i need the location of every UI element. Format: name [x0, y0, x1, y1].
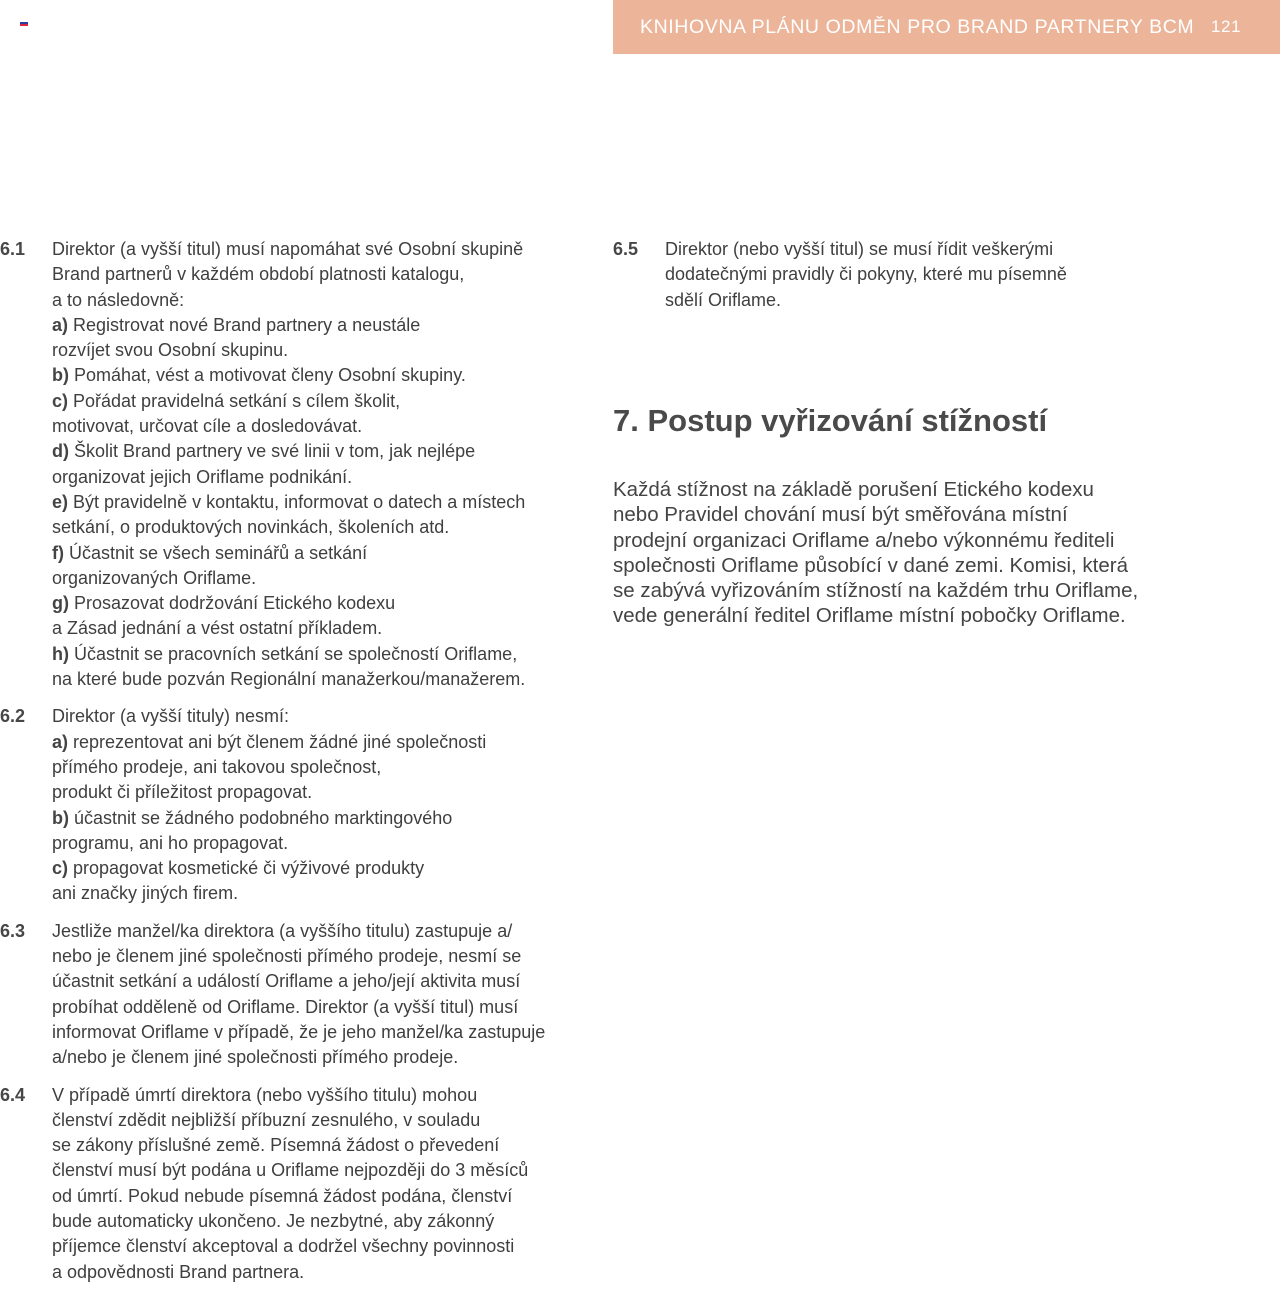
line-text: motivovat, určovat cíle a dosledovávat. — [52, 416, 363, 437]
text-line — [52, 944, 570, 969]
rule-item-6-2 — [0, 704, 570, 906]
section-line: společnosti Oriflame působící v dané zemi. Komisi, která — [613, 553, 1128, 577]
line-text: Brand partnerů v každém období platnosti katalogu, — [52, 264, 465, 285]
text-line — [52, 642, 570, 667]
text-line — [52, 288, 570, 313]
line-text: nebo je členem jiné společnosti přímého prodeje, nesmí se — [52, 946, 522, 967]
line-text: přímého prodeje, ani takovou společnost, — [52, 756, 382, 777]
rule-text — [52, 919, 570, 1071]
list-label: c) — [52, 390, 69, 411]
text-line — [52, 730, 570, 755]
line-text: Registrovat nové Brand partnery a neustále — [68, 314, 421, 335]
line-text: setkání, o produktových novinkách, školeních atd. — [52, 517, 450, 538]
line-text: Pomáhat, vést a motivovat členy Osobní skupiny. — [69, 365, 466, 386]
list-label: b) — [52, 807, 69, 828]
line-text: se zákony příslušné země. Písemná žádost o převedení — [52, 1135, 500, 1156]
line-text: V případě úmrtí direktora (nebo vyššího titulu) mohou — [52, 1084, 478, 1105]
list-label: h) — [52, 643, 69, 664]
text-line — [52, 591, 570, 616]
line-text: Prosazovat dodržování Etického kodexu — [69, 593, 396, 614]
section-heading: 7. Postup vyřizování stížností — [613, 403, 1048, 438]
line-text: produkt či příležitost propagovat. — [52, 782, 313, 803]
section-paragraph — [613, 477, 1138, 629]
section-line: se zabývá vyřizováním stížností na každém trhu Oriflame, — [613, 579, 1139, 603]
line-text: Účastnit se pracovních setkání se společností Oriflame, — [69, 643, 518, 664]
text-line — [52, 515, 570, 540]
line-text: programu, ani ho propagovat. — [52, 832, 289, 853]
rule-number: 6.2 — [0, 706, 26, 727]
line-text: propagovat kosmetické či výživové produkty — [68, 858, 425, 879]
line-text: Direktor (a vyšší titul) musí napomáhat své Osobní skupině — [52, 239, 524, 259]
line-text: na které bude pozván Regionální manažerkou/manažerem. — [52, 669, 526, 690]
rule-text — [52, 704, 570, 906]
list-label: a) — [52, 314, 69, 335]
line-text: členství musí být podána u Oriflame nejpozději do 3 měsíců — [52, 1160, 529, 1181]
rule-number: 6.5 — [613, 239, 639, 259]
text-line — [52, 969, 570, 994]
left-column — [0, 237, 570, 1297]
text-line — [52, 1133, 570, 1158]
line-text: Školit Brand partnery ve své linii v tom, jak nejlépe — [69, 441, 476, 462]
line-text: rozvíjet svou Osobní skupinu. — [52, 340, 289, 361]
text-line — [52, 439, 570, 464]
line-text: Být pravidelně v kontaktu, informovat o datech a místech — [68, 491, 526, 512]
text-line — [52, 1234, 570, 1259]
text-line — [52, 881, 570, 906]
line-text: ani značky jiných firem. — [52, 883, 239, 904]
text-line — [52, 755, 570, 780]
text-line — [52, 856, 570, 881]
text-line — [52, 1020, 570, 1045]
line-text: reprezentovat ani být členem žádné jiné společnosti — [68, 731, 487, 752]
section-line: Každá stížnost na základě porušení Etického kodexu — [613, 478, 1094, 501]
header-title: KNIHOVNA PLÁNU ODMĚN PRO BRAND PARTNERY BCM — [640, 16, 1195, 38]
rule-text — [52, 237, 570, 692]
right-column — [613, 237, 1213, 628]
text-line — [52, 414, 570, 439]
page-number: 121 — [1211, 17, 1242, 36]
text-line — [52, 919, 570, 944]
text-line — [52, 1045, 570, 1070]
list-label: g) — [52, 593, 69, 614]
line-text: organizovaných Oriflame. — [52, 567, 257, 588]
line-text: účastnit setkání a událostí Oriflame a jeho/její aktivita musí — [52, 971, 521, 992]
line-text: Účastnit se všech seminářů a setkání — [64, 542, 368, 563]
text-line — [52, 237, 570, 262]
rule-number: 6.4 — [0, 1084, 26, 1105]
list-label: c) — [52, 858, 69, 879]
rule-text — [52, 1083, 570, 1285]
line-text: organizovat jejich Oriflame podnikání. — [52, 466, 353, 487]
line-text: a/nebo je členem jiné společnosti přímého prodeje. — [52, 1047, 459, 1068]
text-line — [52, 541, 570, 566]
line-text: probíhat odděleně od Oriflame. Direktor (a vyšší titul) musí — [52, 996, 519, 1017]
line-text: a odpovědnosti Brand partnera. — [52, 1261, 305, 1282]
line-text: dodatečnými pravidly či pokyny, které mu písemně — [665, 264, 1067, 285]
list-label: a) — [52, 731, 69, 752]
header-band — [613, 0, 1280, 54]
section-line: nebo Pravidel chování musí být směřována místní — [613, 503, 1068, 527]
list-label: b) — [52, 365, 69, 386]
text-line — [52, 780, 570, 805]
text-line — [665, 288, 1213, 313]
text-line — [52, 1260, 570, 1285]
line-text: a Zásad jednání a vést ostatní příkladem. — [52, 618, 383, 639]
flag-icon — [20, 20, 28, 26]
text-line — [52, 338, 570, 363]
text-line — [665, 237, 1213, 262]
line-text: Jestliže manžel/ka direktora (a vyššího titulu) zastupuje a/ — [52, 920, 513, 941]
line-text: Direktor (nebo vyšší titul) se musí řídit veškerými — [665, 239, 1054, 259]
text-line — [52, 1083, 570, 1108]
text-line — [52, 667, 570, 692]
line-text: příjemce členství akceptoval a dodržel všechny povinnosti — [52, 1236, 515, 1257]
text-line — [52, 389, 570, 414]
text-line — [52, 465, 570, 490]
text-line — [52, 1184, 570, 1209]
rule-number: 6.3 — [0, 920, 26, 941]
section-line: prodejní organizaci Oriflame a/nebo výkonnému řediteli — [613, 528, 1115, 552]
text-line — [52, 313, 570, 338]
rule-number: 6.1 — [0, 239, 26, 259]
rule-item-6-1 — [0, 237, 570, 692]
text-line — [665, 262, 1213, 287]
text-line — [52, 363, 570, 388]
line-text: a to následovně: — [52, 289, 185, 310]
line-text: sdělí Oriflame. — [665, 289, 782, 310]
text-line — [52, 262, 570, 287]
line-text: informovat Oriflame v případě, že je jeho manžel/ka zastupuje — [52, 1021, 546, 1042]
text-line — [52, 995, 570, 1020]
list-label: d) — [52, 441, 69, 462]
rule-item-6-4 — [0, 1083, 570, 1285]
text-line — [52, 490, 570, 515]
line-text: bude automaticky ukončeno. Je nezbytné, aby zákonný — [52, 1210, 495, 1231]
text-line — [52, 831, 570, 856]
list-label: e) — [52, 491, 69, 512]
text-line — [52, 806, 570, 831]
text-line — [52, 616, 570, 641]
text-line — [52, 1158, 570, 1183]
rule-text — [665, 237, 1213, 313]
line-text: od úmrtí. Pokud nebude písemná žádost podána, členství — [52, 1185, 513, 1206]
line-text: členství zdědit nejbližší příbuzní zesnulého, v souladu — [52, 1109, 481, 1130]
line-text: Direktor (a vyšší tituly) nesmí: — [52, 706, 290, 727]
line-text: Pořádat pravidelná setkání s cílem školit, — [68, 390, 401, 411]
text-line — [52, 704, 570, 729]
rule-item-6-5 — [613, 237, 1213, 313]
section-line: vede generální ředitel Oriflame místní pobočky Oriflame. — [613, 604, 1126, 628]
rule-item-6-3 — [0, 919, 570, 1071]
list-label: f) — [52, 542, 64, 563]
text-line — [52, 1108, 570, 1133]
line-text: účastnit se žádného podobného marktingového — [69, 807, 453, 828]
text-line — [52, 566, 570, 591]
text-line — [52, 1209, 570, 1234]
